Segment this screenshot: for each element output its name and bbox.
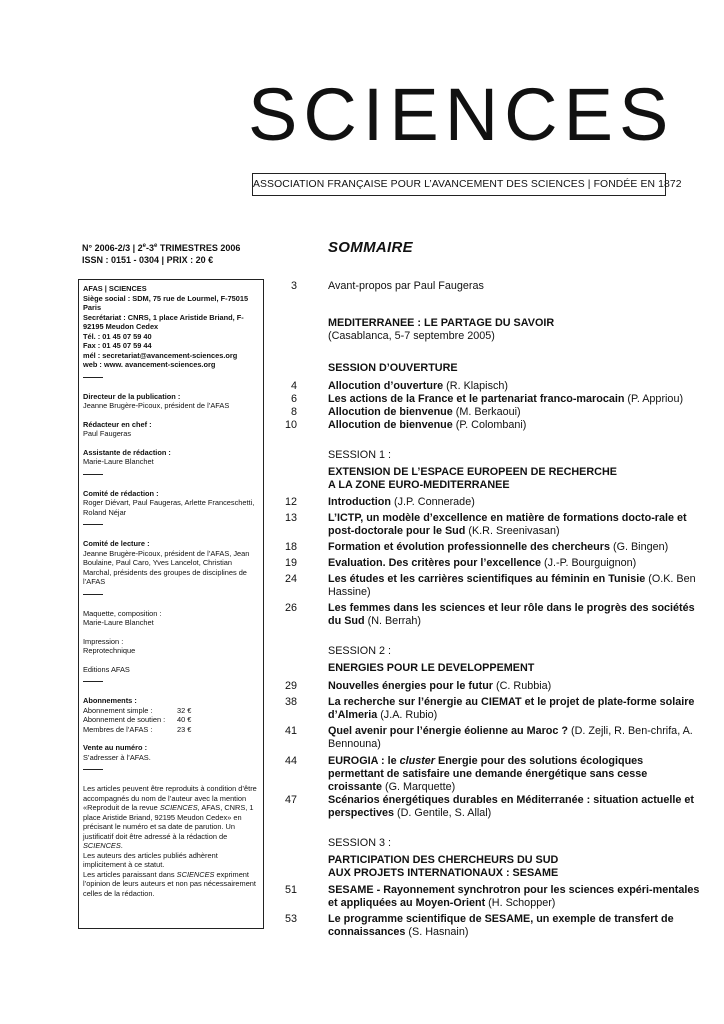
assistante-label: Assistante de rédaction : xyxy=(83,447,171,457)
page-number: 47 xyxy=(284,794,297,806)
toc-author: (N. Berrah) xyxy=(364,615,421,627)
toc-item[interactable] xyxy=(280,680,700,693)
toc-title: Les actions de la France et le partenariat franco-marocain xyxy=(328,393,625,405)
toc-title: La recherche sur l’énergie au CIEMAT et le projet de plate-forme solaire d’Almeria xyxy=(328,696,695,721)
toc-item[interactable] xyxy=(280,280,700,293)
toc-item[interactable] xyxy=(280,406,700,419)
toc-author: (R. Klapisch) xyxy=(443,380,508,392)
toc-title: Les études et les carrières scientifiques au féminin en Tunisie xyxy=(328,573,646,585)
toc-item[interactable] xyxy=(280,884,700,910)
table-of-contents xyxy=(280,280,700,939)
issn-price: ISSN : 0151 - 0304 | PRIX : 20 € xyxy=(82,255,214,265)
page-number: 44 xyxy=(284,755,297,767)
telephone: Tél. : 01 45 07 59 40 xyxy=(83,331,152,341)
toc-item[interactable] xyxy=(280,419,700,432)
abonnement-row: Abonnement simple : 32 € xyxy=(83,705,192,715)
page-number: 10 xyxy=(284,419,297,431)
toc-item[interactable] xyxy=(280,602,700,628)
toc-author: (P. Appriou) xyxy=(624,393,684,405)
website: web : www. avancement-sciences.org xyxy=(83,360,216,369)
comite-redaction-value: Roger Diévart, Paul Faugeras, Arlette Franceschetti, Roland Néjar xyxy=(83,498,255,517)
fax: Fax : 01 45 07 59 44 xyxy=(83,341,152,350)
toc-author: (P. Colombani) xyxy=(452,419,527,431)
toc-author: (G. Bingen) xyxy=(609,541,669,553)
toc-item[interactable] xyxy=(280,380,700,393)
issue-info xyxy=(82,240,267,266)
toc-author: (O.K. Ben Hassine) xyxy=(328,573,696,598)
toc-item[interactable] xyxy=(280,755,700,794)
toc-item[interactable] xyxy=(280,725,700,751)
divider xyxy=(83,524,103,525)
vente-label: Vente au numéro : xyxy=(83,743,148,752)
redacteur-value: Paul Faugeras xyxy=(83,429,132,438)
page-number: 53 xyxy=(284,913,297,925)
toc-title: Scénarios énergétiques durables en Méditerranée : situation actuelle et perspectives xyxy=(328,794,695,819)
toc-author: (H. Schopper) xyxy=(485,897,556,909)
toc-title: Formation et évolution professionnelle des chercheurs xyxy=(328,541,610,553)
toc-author: (J.P. Connerade) xyxy=(390,496,475,508)
page-number: 51 xyxy=(284,884,297,896)
reproduction-notes: Les articles peuvent être reproduits à condition d’être accompagnés du nom de l’auteur avec la mention «Reproduit de la revue SCIENCES, AFAS, CNRS, 1 place Aristide Briand, 92195 Meudon Cedex» en précisant le numéro et sa date de parution. Un justificatif doit être adressé à la rédaction de SCIENCES. Les auteurs des articles publiés adhèrent implicitement à ce statut. Les articles paraissant dans SCIENCES expriment l’opinion de leurs auteurs et non pas nécessairement celles de la rédaction. xyxy=(83,784,257,898)
siege-social: Siège social : SDM, 75 rue de Lourmel, F-75015 Paris xyxy=(83,293,249,312)
page-number: 24 xyxy=(284,573,297,585)
page-number: 38 xyxy=(284,696,297,708)
session-3-title: PARTICIPATION DES CHERCHEURS DU SUD xyxy=(328,854,559,866)
toc-title: Les femmes dans les sciences et leur rôle dans le progrès des sociétés du Sud xyxy=(328,602,695,627)
toc-title: SESAME - Rayonnement synchrotron pour les sciences expéri-mentales et appliquées au Moyen-Orient xyxy=(328,884,700,909)
toc-title: Le programme scientifique de SESAME, un exemple de transfert de connaissances xyxy=(328,913,674,938)
session-2-title: ENERGIES POUR LE DEVELOPPEMENT xyxy=(328,662,535,674)
masthead-tagline: ASSOCIATION FRANÇAISE POUR L’AVANCEMENT DES SCIENCES | FONDÉE EN 1872 xyxy=(252,173,666,196)
abonnement-row: Abonnement de soutien : 40 € xyxy=(83,715,192,724)
divider xyxy=(83,681,103,682)
session-1-title: A LA ZONE EURO-MEDITERRANEE xyxy=(328,479,510,491)
comite-redaction-label: Comité de rédaction : xyxy=(83,488,159,498)
maquette-value: Marie-Laure Blanchet xyxy=(83,618,154,627)
assistante-value: Marie-Laure Blanchet xyxy=(83,457,154,466)
org-name: AFAS | SCIENCES xyxy=(83,284,147,293)
issue-number: N° 2006-2/3 | 2e-3e TRIMESTRES 2006 xyxy=(82,243,241,253)
toc-author: (J.-P. Bourguignon) xyxy=(541,557,637,569)
divider xyxy=(83,474,103,475)
toc-author: (M. Berkaoui) xyxy=(452,406,521,418)
toc-title: L’ICTP, un modèle d’excellence en matière de formations docto-rale et post-doctorale pour le Sud xyxy=(328,512,687,537)
theme-title: MEDITERRANEE : LE PARTAGE DU SAVOIR xyxy=(328,317,555,329)
toc-item[interactable] xyxy=(280,512,700,538)
session-1-title: EXTENSION DE L’ESPACE EUROPEEN DE RECHERCHE xyxy=(328,466,617,478)
secretariat: Secrétariat : CNRS, 1 place Aristide Briand, F-92195 Meudon Cedex xyxy=(83,312,244,331)
toc-title: Allocution de bienvenue xyxy=(328,406,453,418)
toc-item[interactable] xyxy=(280,913,700,939)
session-2-label: SESSION 2 : xyxy=(328,645,392,657)
toc-title: Introduction xyxy=(328,496,391,508)
impression-value: Reprotechnique xyxy=(83,646,136,655)
toc-author: (J.A. Rubio) xyxy=(377,709,438,721)
toc-title: Nouvelles énergies pour le futur xyxy=(328,680,493,692)
toc-item[interactable] xyxy=(280,393,700,406)
toc-author: (K.R. Sreenivasan) xyxy=(465,525,560,537)
toc-title: Avant-propos par Paul Faugeras xyxy=(328,280,484,292)
editions: Editions AFAS xyxy=(83,664,130,674)
abonnement-row: Membres de l’AFAS : 23 € xyxy=(83,724,192,734)
page-number: 19 xyxy=(284,557,297,569)
toc-author: (S. Hasnain) xyxy=(405,926,469,938)
divider xyxy=(83,377,103,378)
session-ouverture-heading: SESSION D’OUVERTURE xyxy=(328,362,458,374)
toc-item[interactable] xyxy=(280,496,700,509)
email: mél : secretariat@avancement-sciences.org xyxy=(83,350,238,360)
page-number: 8 xyxy=(290,406,297,418)
session-1-label: SESSION 1 : xyxy=(328,449,392,461)
session-3-label: SESSION 3 : xyxy=(328,837,392,849)
toc-title: EUROGIA : le cluster Energie pour des solutions écologiques permettant de satisfaire une demande énergétique sans cesse croissante xyxy=(328,755,648,793)
toc-author: (D. Gentile, S. Allal) xyxy=(394,807,492,819)
toc-title: Quel avenir pour l’énergie éolienne au Maroc ? xyxy=(328,725,568,737)
masthead-title: SCIENCES xyxy=(248,73,675,156)
maquette-label: Maquette, composition : xyxy=(83,608,162,618)
masthead-sidebar xyxy=(78,279,264,929)
abonnements-label: Abonnements : xyxy=(83,696,137,705)
redacteur-label: Rédacteur en chef : xyxy=(83,419,152,429)
directeur-value: Jeanne Brugère-Picoux, président de l’AFAS xyxy=(83,401,230,410)
toc-author: (C. Rubbia) xyxy=(493,680,552,692)
page-number: 4 xyxy=(290,380,297,392)
toc-title: Allocution d’ouverture xyxy=(328,380,444,392)
toc-item[interactable] xyxy=(280,573,700,599)
page-number: 12 xyxy=(284,496,297,508)
comite-lecture-value: Jeanne Brugère-Picoux, président de l’AFAS, Jean Boulaine, Paul Caro, Yves Lancelot, Christian Marchal, présidents des groupes de disciplines de l’AFAS xyxy=(83,548,250,586)
page-number: 29 xyxy=(284,680,297,692)
impression-label: Impression : xyxy=(83,636,124,646)
comite-lecture-label: Comité de lecture : xyxy=(83,539,150,548)
toc-item[interactable] xyxy=(280,794,700,820)
page-number: 41 xyxy=(284,725,297,737)
page-number: 3 xyxy=(290,280,297,292)
page-number: 26 xyxy=(284,602,297,614)
session-3-title: AUX PROJETS INTERNATIONAUX : SESAME xyxy=(328,867,559,879)
sommaire-heading: SOMMAIRE xyxy=(328,239,413,256)
vente-value: S’adresser à l’AFAS. xyxy=(83,752,151,762)
divider xyxy=(83,594,103,595)
page-number: 6 xyxy=(290,393,297,405)
page-number: 18 xyxy=(284,541,297,553)
theme-subtitle: (Casablanca, 5-7 septembre 2005) xyxy=(328,330,495,342)
toc-author: (G. Marquette) xyxy=(382,781,456,793)
directeur-label: Directeur de la publication : xyxy=(83,391,181,401)
toc-title: Allocution de bienvenue xyxy=(328,419,453,431)
page-number: 13 xyxy=(284,512,297,524)
toc-item[interactable] xyxy=(280,541,700,554)
toc-item[interactable] xyxy=(280,696,700,722)
divider xyxy=(83,769,103,770)
toc-item[interactable] xyxy=(280,557,700,570)
toc-title: Evaluation. Des critères pour l’excellence xyxy=(328,557,542,569)
toc-author: (D. Zejli, R. Ben-chrifa, A. Bennouna) xyxy=(328,725,693,750)
